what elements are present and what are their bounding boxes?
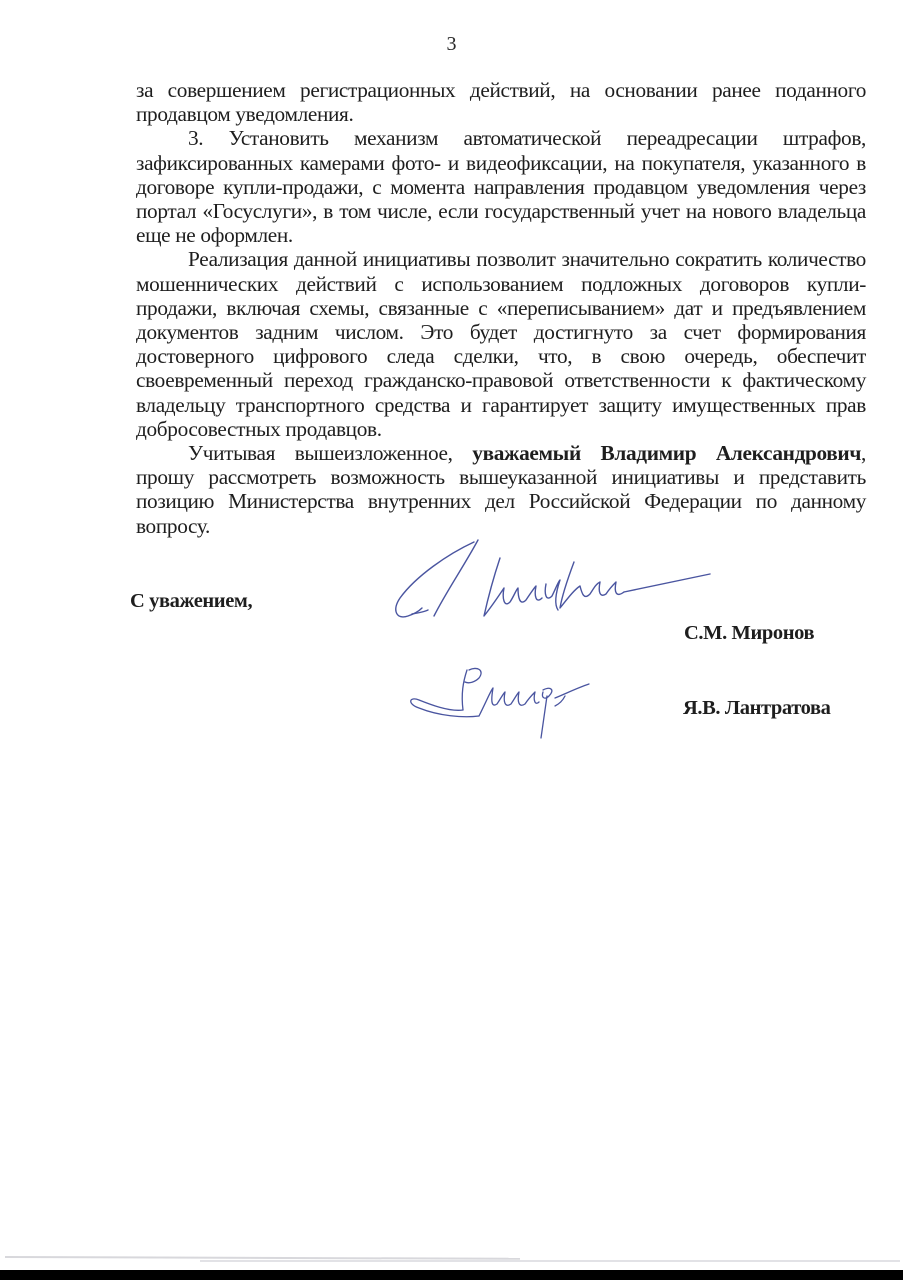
request-text-after: , прошу рассмотреть возможность вышеуказанной инициативы и представить позицию Министерства внутренних дел Российской Федерации по данному вопросу. <box>136 441 866 538</box>
closing-phrase: С уважением, <box>130 590 253 612</box>
paragraph-request <box>136 441 866 538</box>
letter-body <box>136 78 866 538</box>
signer-name-mironov: С.М. Миронов <box>684 622 815 644</box>
paragraph-continuation: за совершением регистрационных действий, на основании ранее поданного продавцом уведомления. <box>136 78 866 127</box>
page-number: 3 <box>446 33 457 55</box>
scan-edge-line <box>200 1260 900 1262</box>
signer-name-lantratova: Я.В. Лантратова <box>683 697 831 719</box>
signature-lantratova <box>405 660 605 742</box>
addressee-salutation: уважаемый Владимир Александрович <box>472 441 861 466</box>
signature-mironov <box>388 536 718 632</box>
paragraph-rationale: Реализация данной инициативы позволит значительно сократить количество мошеннических действий с использованием подложных договоров купли-продажи, включая схемы, связанные с «переписыванием» дат и предъявлением документов задним числом. Это будет достигнуто за счет формирования достоверного цифрового следа сделки, что, в свою очередь, обеспечит своевременный переход гражданско-правовой ответственности к фактическому владельцу транспортного средства и гарантирует защиту имущественных прав добросовестных продавцов. <box>136 247 866 441</box>
request-text-before: Учитывая вышеизложенное, <box>188 441 473 466</box>
paragraph-item-3: 3. Установить механизм автоматической переадресации штрафов, зафиксированных камерами фото- и видеофиксации, на покупателя, указанного в договоре купли-продажи, с момента направления продавцом уведомления через портал «Госуслуги», в том числе, если государственный учет на нового владельца еще не оформлен. <box>136 126 866 248</box>
